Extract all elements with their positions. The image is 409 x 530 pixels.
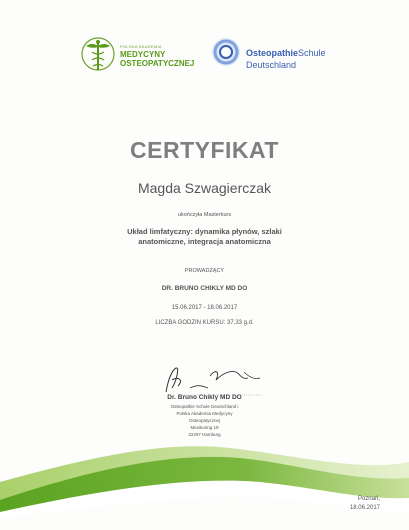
signatory-line: Osteopatycznej (188, 418, 221, 423)
osd-logo-line-2: Deutschland (246, 60, 297, 70)
osd-logo-word-osteopathie: Osteopathie (246, 48, 299, 58)
certificate-title: CERTYFIKAT (130, 137, 279, 163)
osd-logo (210, 36, 326, 76)
handwritten-signature (150, 358, 270, 398)
course-dates: 15.06.2017 - 18.06.2017 (171, 305, 238, 311)
course-title-line-1: Układ limfatyczny: dynamika płynów, szlaki (127, 227, 282, 236)
course-title (0, 227, 409, 247)
course-hours: LICZBA GODZIN KURSU: 37,33 g.d. (155, 320, 254, 326)
completed-label: ukończyła Masterkurs (177, 212, 232, 218)
caduceus-icon (80, 34, 116, 74)
pam-logo-line-2: OSTEOPATYCZNEJ (120, 59, 195, 68)
signatory-line: Mexikoring 19 (190, 425, 219, 430)
blue-circle-logo-icon (210, 36, 242, 68)
signatory-line: 22297 Hamburg (188, 432, 221, 437)
lead-name: DR. BRUNO CHIKLY MD DO (161, 285, 248, 292)
issue-date: 18.06.2017 (349, 505, 380, 511)
pam-logo-small-text: POLSKA AKADEMIA (120, 44, 162, 49)
lead-label: PROWADZĄCY (184, 268, 225, 274)
pam-logo (80, 34, 200, 76)
pam-logo-line-1: MEDYCYNY (120, 50, 166, 59)
signatory-name: Dr. Bruno Chikly MD DO (167, 394, 242, 401)
course-title-line-2: anatomiczne, integracja anatomiczna (138, 237, 271, 246)
osd-logo-line-1 (246, 48, 326, 58)
issue-place: Poznań, (357, 496, 380, 502)
signatory-line: Osteopathie Schule Deutschland i (170, 404, 239, 409)
signatory-line: Polska Akademia Medycyny (176, 411, 233, 416)
osd-logo-word-schule: Schule (298, 48, 326, 58)
recipient-name: Magda Szwagierczak (137, 180, 272, 196)
